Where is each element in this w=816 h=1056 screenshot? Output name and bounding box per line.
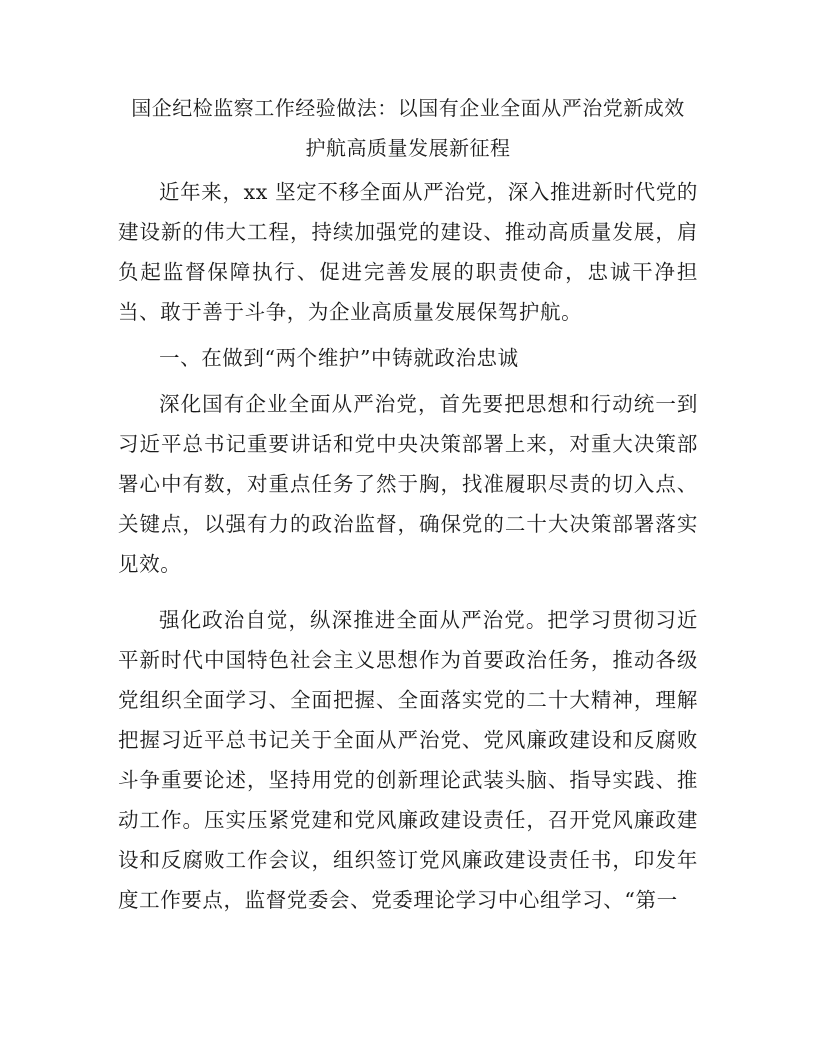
document-page [118,88,698,920]
title-line-1: 国企纪检监察工作经验做法：以国有企业全面从严治党新成效 [131,96,685,120]
section-heading: 一、在做到“两个维护”中铸就政治忠诚 [159,346,519,370]
body-paragraph: 强化政治自觉，纵深推进全面从严治党。把学习贯彻习近平新时代中国特色社会主义思想作为首要政治任务，推动各级党组织全面学习、全面把握、全面落实党的二十大精神，理解把握习近平总书记关于全面从严治党、党风廉政建设和反腐败斗争重要论述，坚持用党的创新理论武装头脑、指导实践、推动工作。压实压紧党建和党风廉政建设责任，召开党风廉政建设和反腐败工作会议，组织签订党风廉政建设责任书，印发年度工作要点，监督党委会、党委理论学习中心组学习、“第一 [118,608,698,912]
title-line-2: 护航高质量发展新征程 [305,136,511,160]
body-paragraph: 深化国有企业全面从严治党，首先要把思想和行动统一到习近平总书记重要讲话和党中央决策部署上来，对重大决策部署心中有数，对重点任务了然于胸，找准履职尽责的切入点、关键点，以强有力的政治监督，确保党的二十大决策部署落实见效。 [118,392,698,576]
document-title [118,88,698,168]
intro-paragraph: 近年来，xx 坚定不移全面从严治党，深入推进新时代党的建设新的伟大工程，持续加强党的建设、推动高质量发展，肩负起监督保障执行、促进完善发展的职责使命，忠诚干净担当、敢于善于斗争，为企业高质量发展保驾护航。 [118,180,698,324]
